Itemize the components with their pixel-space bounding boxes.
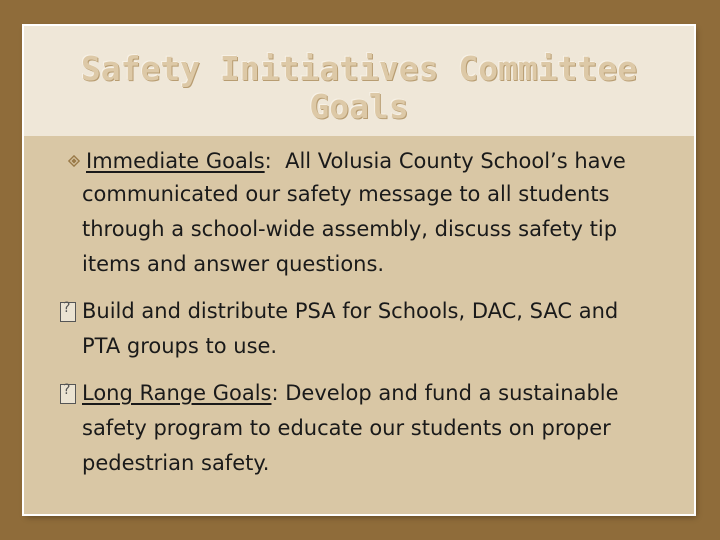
immediate-goals-text: All Volusia County School’s have: [285, 149, 626, 173]
bullet-item-immediate-goals: [86, 147, 686, 176]
immediate-goals-line-2: communicated our safety message to all students: [82, 182, 610, 206]
diamond-bullet-icon: [68, 155, 80, 167]
long-range-goals-text: Develop and fund a sustainable: [285, 381, 619, 405]
title-band: [24, 26, 694, 136]
missing-glyph-bullet-icon: [60, 302, 76, 322]
bullet-item-build-psa: Build and distribute PSA for Schools, DAC, SAC and: [82, 299, 619, 323]
slide-title-line-1: Safety Initiatives Committee: [80, 49, 638, 88]
immediate-goals-label: Immediate Goals: [86, 149, 265, 173]
build-psa-line-2: PTA groups to use.: [82, 334, 278, 358]
long-range-goals-separator: :: [271, 381, 286, 405]
long-range-goals-line-3: pedestrian safety.: [82, 451, 270, 475]
immediate-goals-line-4: items and answer questions.: [82, 252, 385, 276]
bullet-item-long-range-goals: [82, 379, 682, 408]
slide-title-line-2: Goals: [309, 87, 409, 126]
long-range-goals-line-2: safety program to educate our students on proper: [82, 416, 611, 440]
long-range-goals-label: Long Range Goals: [82, 381, 272, 405]
immediate-goals-line-3: through a school-wide assembly, discuss safety tip: [82, 217, 618, 241]
immediate-goals-separator: :: [264, 149, 286, 173]
slide-title: [24, 50, 694, 126]
missing-glyph-bullet-icon: [60, 384, 76, 404]
